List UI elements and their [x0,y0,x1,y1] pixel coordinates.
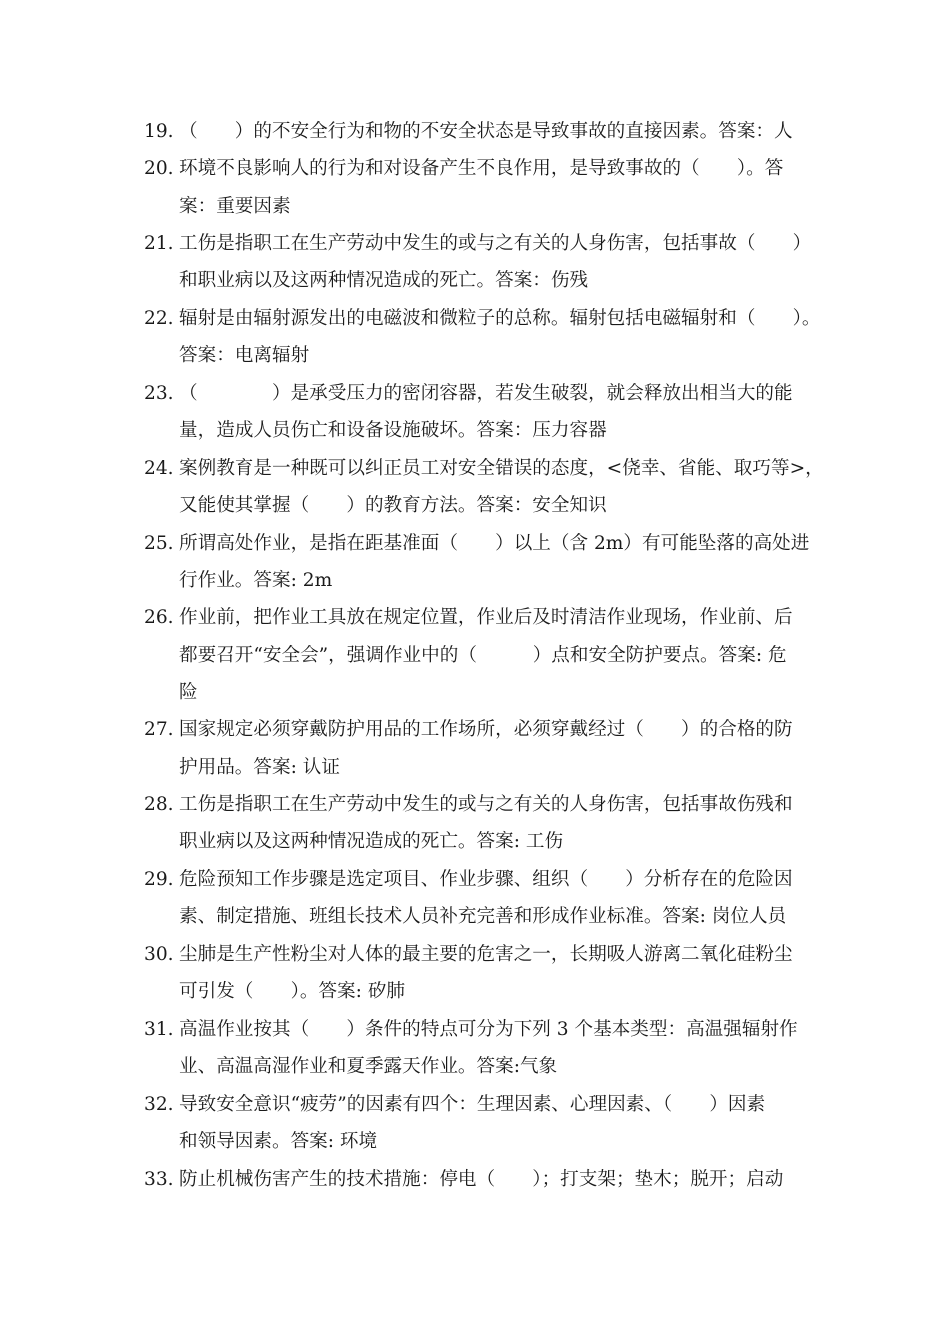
question-text-line: 可引发（ ）。答案: 矽肺 [179,981,406,1002]
question-number: 22. [144,308,174,329]
question-number: 32. [144,1094,174,1115]
question-text-line: 危险预知工作步骤是选定项目、作业步骤、组织（ ）分析存在的危险因 [179,869,793,890]
question-text-line: （ ）的不安全行为和物的不安全状态是导致事故的直接因素。答案：人 [179,121,793,142]
question-text-line: 行作业。答案: 2m [179,570,333,591]
question-number: 24. [144,458,174,479]
question-text-line: 案例教育是一种既可以纠正员工对安全错误的态度，<侥幸、省能、取巧等>， [179,458,824,479]
question-number: 21. [144,233,174,254]
question-text-line: 答案：电离辐射 [179,345,310,366]
question-text-line: 量，造成人员伤亡和设备设施破坏。答案：压力容器 [179,420,607,441]
question-text-line: 素、制定措施、班组长技术人员补充完善和形成作业标准。答案: 岗位人员 [179,906,787,927]
question-text-line: 业、高温高湿作业和夏季露天作业。答案:气象 [179,1056,558,1077]
question-number: 29. [144,869,174,890]
question-number: 28. [144,794,174,815]
question-text-line: 防止机械伤害产生的技术措施：停电（ ）；打支架；垫木；脱开；启动 [179,1169,784,1190]
question-number: 31. [144,1019,174,1040]
question-text-line: 工伤是指职工在生产劳动中发生的或与之有关的人身伤害，包括事故（ ） [179,233,812,254]
question-number: 25. [144,533,174,554]
question-text-line: 案：重要因素 [179,196,291,217]
question-text-line: 导致安全意识“疲劳”的因素有四个：生理因素、心理因素、（ ）因素 [179,1094,766,1115]
question-text-line: 和职业病以及这两种情况造成的死亡。答案：伤残 [179,270,589,291]
question-text-line: 环境不良影响人的行为和对设备产生不良作用，是导致事故的（ ）。答 [179,158,784,179]
question-number: 33. [144,1169,174,1190]
question-number: 26. [144,607,174,628]
question-text-line: 所谓高处作业，是指在距基准面（ ）以上（含 2m）有可能坠落的高处进 [179,533,810,554]
question-number: 23. [144,383,174,404]
question-text-line: 护用品。答案: 认证 [179,757,340,778]
question-text-line: 高温作业按其（ ）条件的特点可分为下列 3 个基本类型：高温强辐射作 [179,1019,798,1040]
question-text-line: （ ）是承受压力的密闭容器，若发生破裂，就会释放出相当大的能 [179,383,793,404]
question-number: 30. [144,944,174,965]
question-text-line: 作业前，把作业工具放在规定位置，作业后及时清洁作业现场，作业前、后 [179,607,793,628]
question-number: 19. [144,121,174,142]
question-text-line: 都要召开“安全会”，强调作业中的（ ）点和安全防护要点。答案: 危 [179,645,787,666]
question-text-line: 和领导因素。答案: 环境 [179,1131,378,1152]
question-text-line: 尘肺是生产性粉尘对人体的最主要的危害之一，长期吸人游离二氧化硅粉尘 [179,944,793,965]
question-text-line: 工伤是指职工在生产劳动中发生的或与之有关的人身伤害，包括事故伤残和 [179,794,793,815]
question-number: 20. [144,158,174,179]
question-text-line: 险 [179,682,198,703]
question-text-line: 又能使其掌握（ ）的教育方法。答案：安全知识 [179,495,607,516]
question-text-line: 国家规定必须穿戴防护用品的工作场所，必须穿戴经过（ ）的合格的防 [179,719,793,740]
question-text-line: 职业病以及这两种情况造成的死亡。答案: 工伤 [179,831,564,852]
question-text-line: 辐射是由辐射源发出的电磁波和微粒子的总称。辐射包括电磁辐射和（ ）。 [179,308,821,329]
question-number: 27. [144,719,174,740]
